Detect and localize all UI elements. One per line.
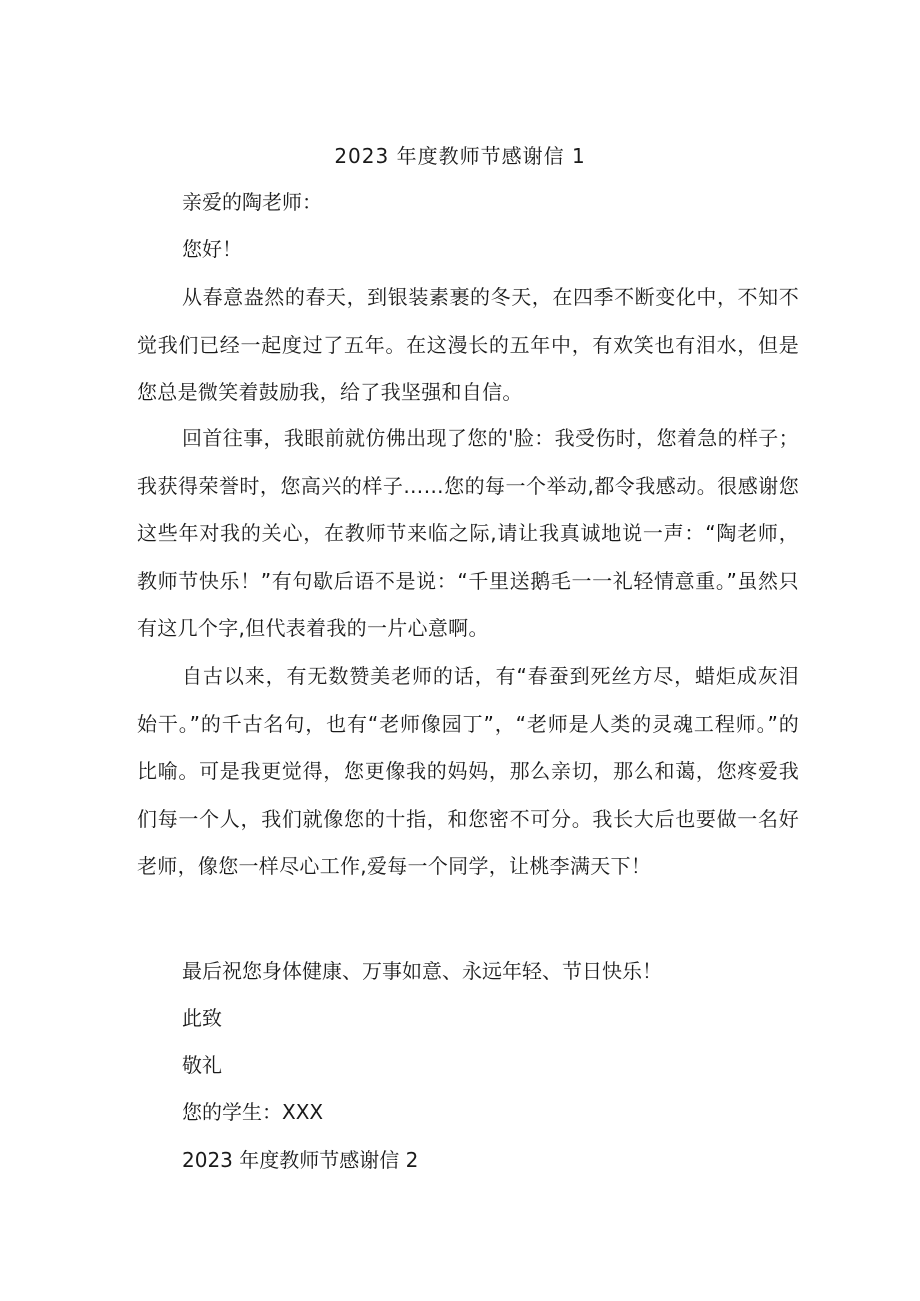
closing-wishes: 最后祝您身体健康、万事如意、永远年轻、节日快乐！ (182, 959, 662, 983)
paragraph-3: 自古以来，有无数赞美老师的话，有“春蚕到死丝方尽，蜡炬成灰泪始干。”的千古名句，也有“老师像园丁”，“老师是人类的灵魂工程师。”的比喻。可是我更觉得，您更像我的妈妈，那么亲切，那么和蔼，您疼爱我们每一个人，我们就像您的十指，和您密不可分。我长大后也要做一名好老师，像您一样尽心工作,爱每一个同学，让桃李满天下！ (137, 664, 799, 878)
signature: 您的学生：XXX (182, 1100, 324, 1124)
paragraph-2: 回首往事，我眼前就仿佛出现了您的'脸：我受伤时，您着急的样子；我获得荣誉时，您高兴的样子……您的每一个举动,都令我感动。很感谢您这些年对我的关心，在教师节来临之际,请让我真诚地说一声：“陶老师，教师节快乐！”有句歇后语不是说：“千里送鹅毛一一礼轻情意重。”虽然只有这几个字,但代表着我的一片心意啊。 (137, 426, 799, 640)
greeting: 您好！ (182, 237, 242, 261)
closing-jingli: 敬礼 (182, 1053, 222, 1077)
letter-title: 2023 年度教师节感谢信 1 (334, 144, 586, 168)
paragraph-1: 从春意盎然的春天，到银装素裹的冬天，在四季不断变化中，不知不觉我们已经一起度过了五年。在这漫长的五年中，有欢笑也有泪水，但是您总是微笑着鼓励我，给了我坚强和自信。 (137, 285, 799, 404)
salutation: 亲爱的陶老师： (182, 190, 322, 214)
closing-cizhi: 此致 (182, 1006, 222, 1030)
next-letter-title: 2023 年度教师节感谢信 2 (182, 1148, 419, 1172)
